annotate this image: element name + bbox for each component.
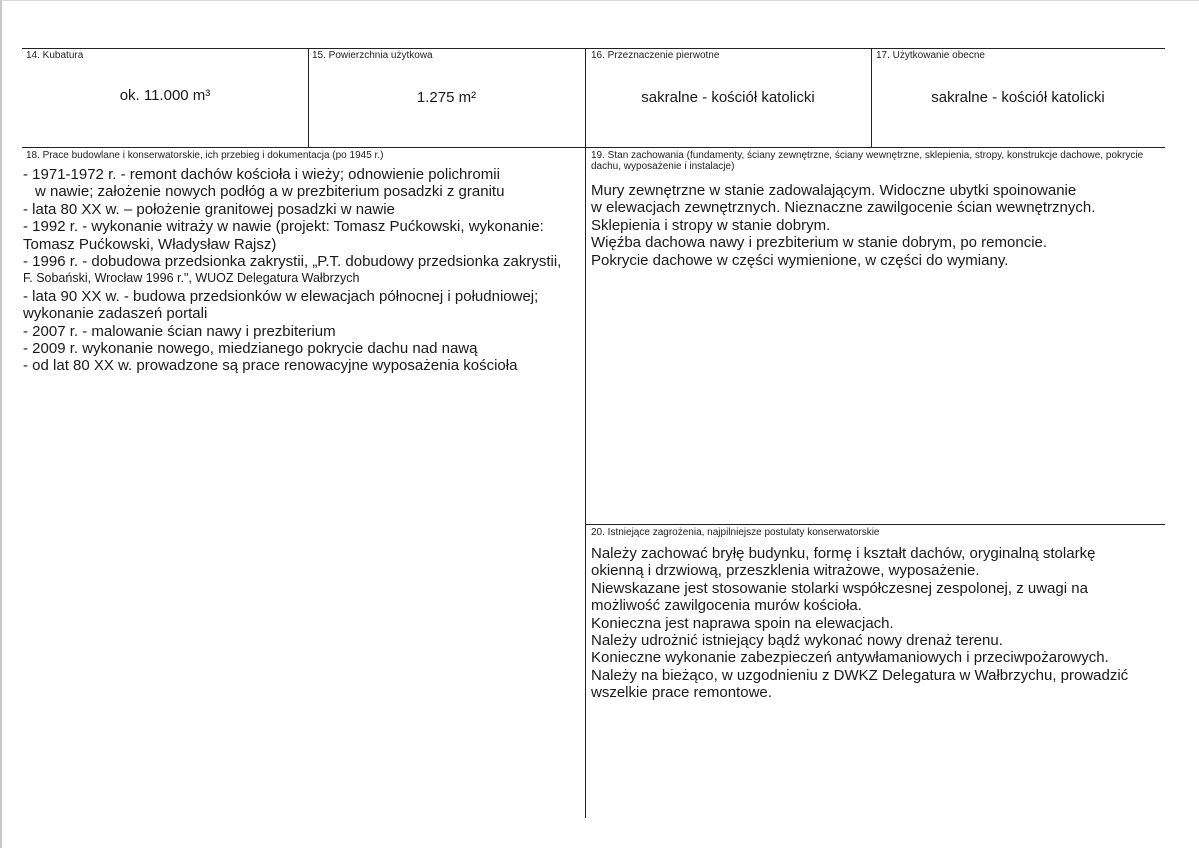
row-divider-2 — [585, 524, 1165, 525]
zagrozenia-line: Należy na bieżąco, w uzgodnieniu z DWKZ Delegatura w Wałbrzychu, prowadzić — [591, 666, 1129, 684]
prace-line: Tomasz Pućkowski, Władysław Rajsz) — [23, 235, 277, 253]
przeznaczenie-caption: 16. Przeznaczenie pierwotne — [591, 50, 720, 61]
kubatura-value: ok. 11.000 m³ — [119, 87, 211, 104]
stan-line: w elewacjach zewnętrznych. Nieznaczne zawilgocenie ścian wewnętrznych. — [591, 199, 1096, 217]
prace-line: wykonanie zadaszeń portali — [23, 305, 208, 323]
powierzchnia-caption: 15. Powierzchnia użytkowa — [312, 50, 433, 61]
zagrozenia-line: okienną i drzwiową, przeszklenia witrażowe, wyposażenie. — [591, 562, 980, 580]
top-rule — [22, 48, 1165, 49]
prace-line: - 1971-1972 r. - remont dachów kościoła i wieży; odnowienie polichromii — [23, 166, 500, 183]
prace-line: - lata 90 XX w. - budowa przedsionków w elewacjach północnej i południowej; — [23, 287, 539, 305]
uzytkowanie-caption: 17. Użytkowanie obecne — [876, 50, 985, 61]
zagrozenia-list — [591, 545, 1128, 702]
prace-line: - 1992 r. - wykonanie witraży w nawie (projekt: Tomasz Pućkowski, wykonanie: — [23, 218, 544, 236]
kubatura-caption: 14. Kubatura — [26, 50, 84, 61]
row-divider-1 — [22, 147, 1165, 148]
zagrozenia-line: Konieczna jest naprawa spoin na elewacjach. — [591, 614, 894, 632]
zagrozenia-line: Konieczne wykonanie zabezpieczeń antywłamaniowych i przeciwpożarowych. — [591, 649, 1109, 667]
zagrozenia-line: Należy udrożnić istniejący bądź wykonać nowy drenaż terenu. — [591, 632, 1003, 650]
prace-line: w nawie; założenie nowych podłóg a w prezbiterium posadzki z granitu — [35, 183, 505, 201]
powierzchnia-value: 1.275 m² — [416, 89, 477, 106]
prace-line: - 2007 r. - malowanie ścian nawy i prezbiterium — [23, 322, 336, 340]
prace-list — [23, 166, 561, 375]
stan-line: Pokrycie dachowe w części wymienione, w części do wymiany. — [591, 251, 1009, 269]
stan-list — [591, 182, 1095, 269]
col-divider-main — [585, 48, 586, 818]
stan-line: Więźba dachowa nawy i prezbiterium w stanie dobrym, po remoncie. — [591, 234, 1048, 252]
stan-line: Mury zewnętrzne w stanie zadowalającym. Widoczne ubytki spoinowanie — [591, 182, 1077, 199]
prace-caption: 18. Prace budowlane i konserwatorskie, ich przebieg i dokumentacja (po 1945 r.) — [26, 150, 384, 161]
zagrozenia-caption: 20. Istniejące zagrożenia, najpilniejsze postulaty konserwatorskie — [591, 527, 880, 538]
prace-line: - 1996 r. - dobudowa przedsionka zakrystii, „P.T. dobudowy przedsionka zakrystii, — [23, 253, 562, 271]
prace-line: - lata 80 XX w. – położenie granitowej posadzki w nawie — [23, 200, 395, 218]
prace-line: F. Sobański, Wrocław 1996 r.", WUOZ Delegatura Wałbrzych — [23, 271, 360, 286]
prace-line: - od lat 80 XX w. prowadzone są prace renowacyjne wyposażenia kościoła — [23, 357, 518, 375]
przeznaczenie-value: sakralne - kościół katolicki — [641, 89, 815, 106]
uzytkowanie-value: sakralne - kościół katolicki — [931, 89, 1105, 106]
zagrozenia-line: możliwość zawilgocenia murów kościoła. — [591, 597, 862, 615]
stan-caption: 19. Stan zachowania (fundamenty, ściany zewnętrzne, ściany wewnętrzne, sklepienia, stropy, konstrukcje dachowe, pokrycie dachu, wyposażenie i instalacje) — [591, 150, 1144, 172]
zagrozenia-line: Niewskazane jest stosowanie stolarki współczesnej zespolonej, z uwagi na — [591, 579, 1088, 597]
zagrozenia-line: Należy zachować bryłę budynku, formę i kształt dachów, oryginalną stolarkę — [591, 545, 1096, 562]
zagrozenia-line: wszelkie prace remontowe. — [591, 684, 772, 702]
stan-line: Sklepienia i stropy w stanie dobrym. — [591, 216, 831, 234]
prace-line: - 2009 r. wykonanie nowego, miedzianego pokrycie dachu nad nawą — [23, 340, 478, 358]
